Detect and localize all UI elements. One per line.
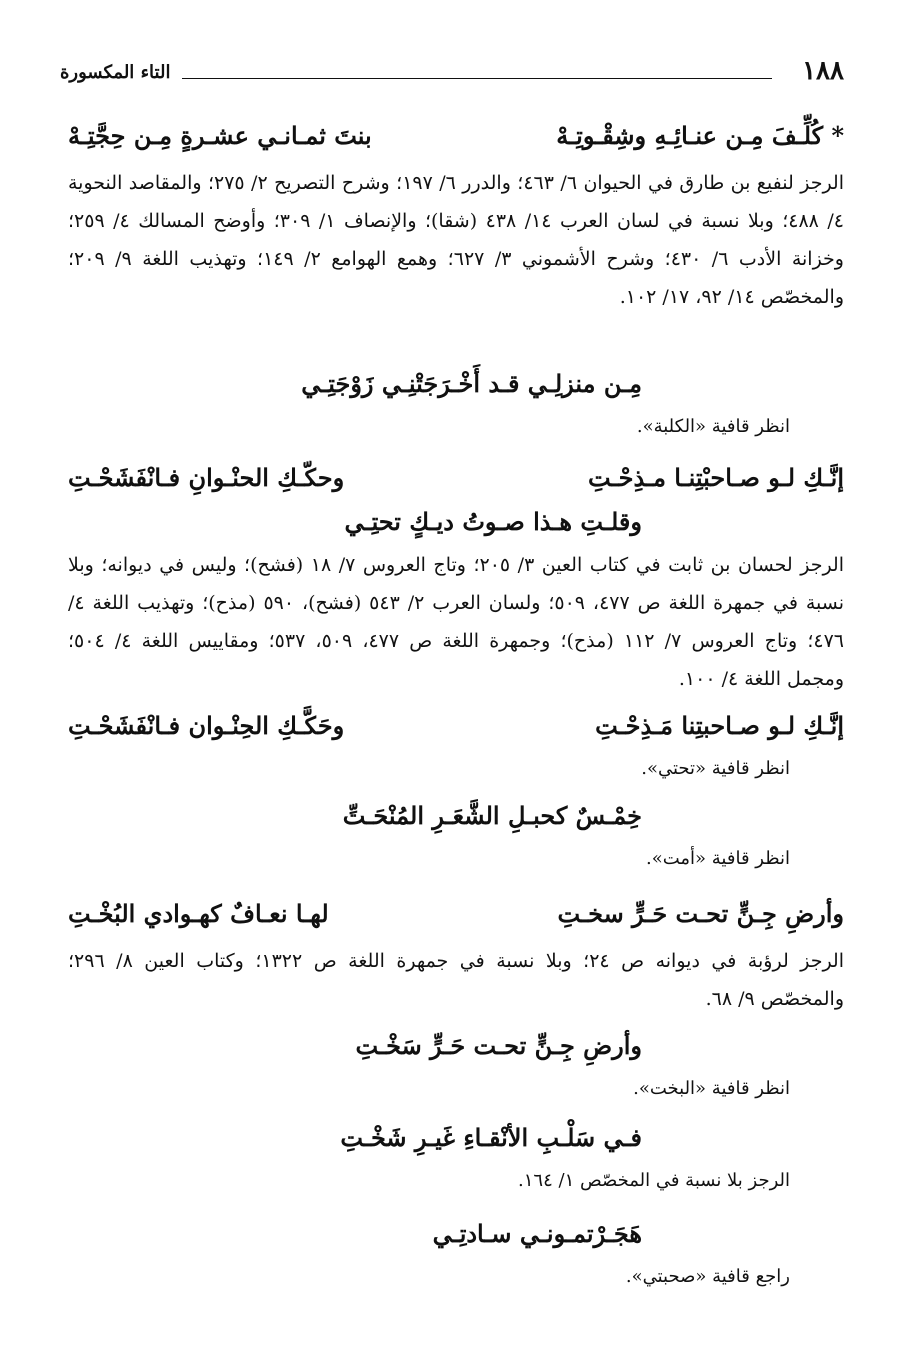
cross-reference-note: انظر قافية «البخت». — [633, 1078, 790, 1099]
verse-pair — [68, 894, 844, 934]
verse-line: فـي سَلْـبِ الأنْقـاءِ غَيـرِ شَخْـتِ — [340, 1123, 642, 1152]
verse-pair — [68, 116, 844, 156]
verse-line: وقلـتِ هـذا صـوتُ ديـكٍ تحتِـي — [344, 507, 642, 536]
verse-line: هَجَـرْتمـونـي سـادتِـي — [432, 1219, 642, 1248]
page-number: ١٨٨ — [802, 56, 844, 86]
sources-note: الرجز بلا نسبة في المخصّص ١/ ١٦٤. — [518, 1170, 790, 1191]
verse-pair — [68, 458, 844, 498]
sources-paragraph: الرجز لنفيع بن طارق في الحيوان ٦/ ٤٦٣؛ والدرر ٦/ ١٩٧؛ وشرح التصريح ٢/ ٢٧٥؛ والمقاصد النحوية ٤/ ٤٨٨؛ وبلا نسبة في لسان العرب ١٤/ ٤٣٨ (شقا)؛ والإنصاف ١/ ٣٠٩؛ وأوضح المسالك ٤/ ٢٥٩؛ وخزانة الأدب ٦/ ٤٣٠؛ وشرح الأشموني ٣/ ٦٢٧؛ وهمع الهوامع ٢/ ١٤٩؛ وتهذيب اللغة ٩/ ٢٠٩؛ والمخصّص ١٤/ ٩٢، ١٧/ ١٠٢. — [68, 172, 844, 308]
verse-hemistich-first: إنَّـكِ لـو صـاحبْتِنـا مـذِحْـتِ — [588, 463, 844, 492]
cross-reference-note: انظر قافية «تحتي». — [641, 758, 790, 779]
verse-hemistich-second: وحَكَّـكِ الحِنْـوان فـانْفَشَحْـتِ — [68, 711, 345, 740]
sources-paragraph: الرجز لرؤبة في ديوانه ص ٢٤؛ وبلا نسبة في جمهرة اللغة ص ١٣٢٢؛ وكتاب العين ٨/ ٢٩٦؛ والمخصّص ٩/ ٦٨. — [68, 950, 845, 1010]
verse-hemistich-first: وأرضِ جِـنٍّ تحـت حَـرٍّ سخـتِ — [557, 899, 844, 928]
verse-pair — [68, 706, 844, 746]
cross-reference-note: انظر قافية «الكلبة». — [636, 416, 790, 437]
sources-paragraph: الرجز لحسان بن ثابت في كتاب العين ٣/ ٢٠٥؛ وتاج العروس ٧/ ١٨ (فشح)؛ وليس في ديوانه؛ وبلا نسبة في جمهرة اللغة ص ٤٧٧، ٥٠٩؛ ولسان العرب ٢/ ٥٤٣ (فشح)، ٥٩٠ (مذح)؛ وتهذيب اللغة ٤/ ٤٧٦؛ وتاج العروس ٧/ ١١٢ (مذح)؛ وجمهرة اللغة ص ٤٧٧، ٥٠٩، ٥٣٧؛ ومقاييس اللغة ٤/ ٥٠٤؛ ومجمل اللغة ٤/ ١٠٠. — [68, 554, 845, 690]
header-rule — [182, 78, 772, 79]
verse-hemistich-second: لهـا نعـافٌ كهـوادي البُخْـتِ — [68, 899, 329, 928]
running-title: التاء المكسورة — [60, 62, 171, 83]
page-header — [60, 56, 844, 92]
verse-line: خِمْـسٌ كحبـلِ الشَّعَـرِ المُنْحَـتِّ — [342, 801, 642, 830]
verse-line: مِـن منزلِـي قـد أَخْـرَجَتْنِـي زَوْجَتِـي — [301, 369, 642, 398]
verse-hemistich-second: بنتَ ثمـانـي عشـرةٍ مِـن حِجَّتِـهْ — [68, 121, 372, 150]
verse-hemistich-second: وحكّـكِ الحنْـوانِ فـانْفَشَحْـتِ — [68, 463, 345, 492]
cross-reference-note: راجع قافية «صحبتي». — [625, 1266, 790, 1287]
verse-hemistich-first: * كُلِّـفَ مِـن عنـائِـهِ وشِقْـوتِـهْ — [556, 121, 844, 150]
verse-hemistich-first: إنَّـكِ لـو صـاحبتِنا مَـذِحْـتِ — [595, 711, 844, 740]
verse-line: وأرضِ جِـنٍّ تحـت حَـرٍّ سَخْـتِ — [355, 1031, 642, 1060]
cross-reference-note: انظر قافية «أمت». — [646, 848, 790, 869]
